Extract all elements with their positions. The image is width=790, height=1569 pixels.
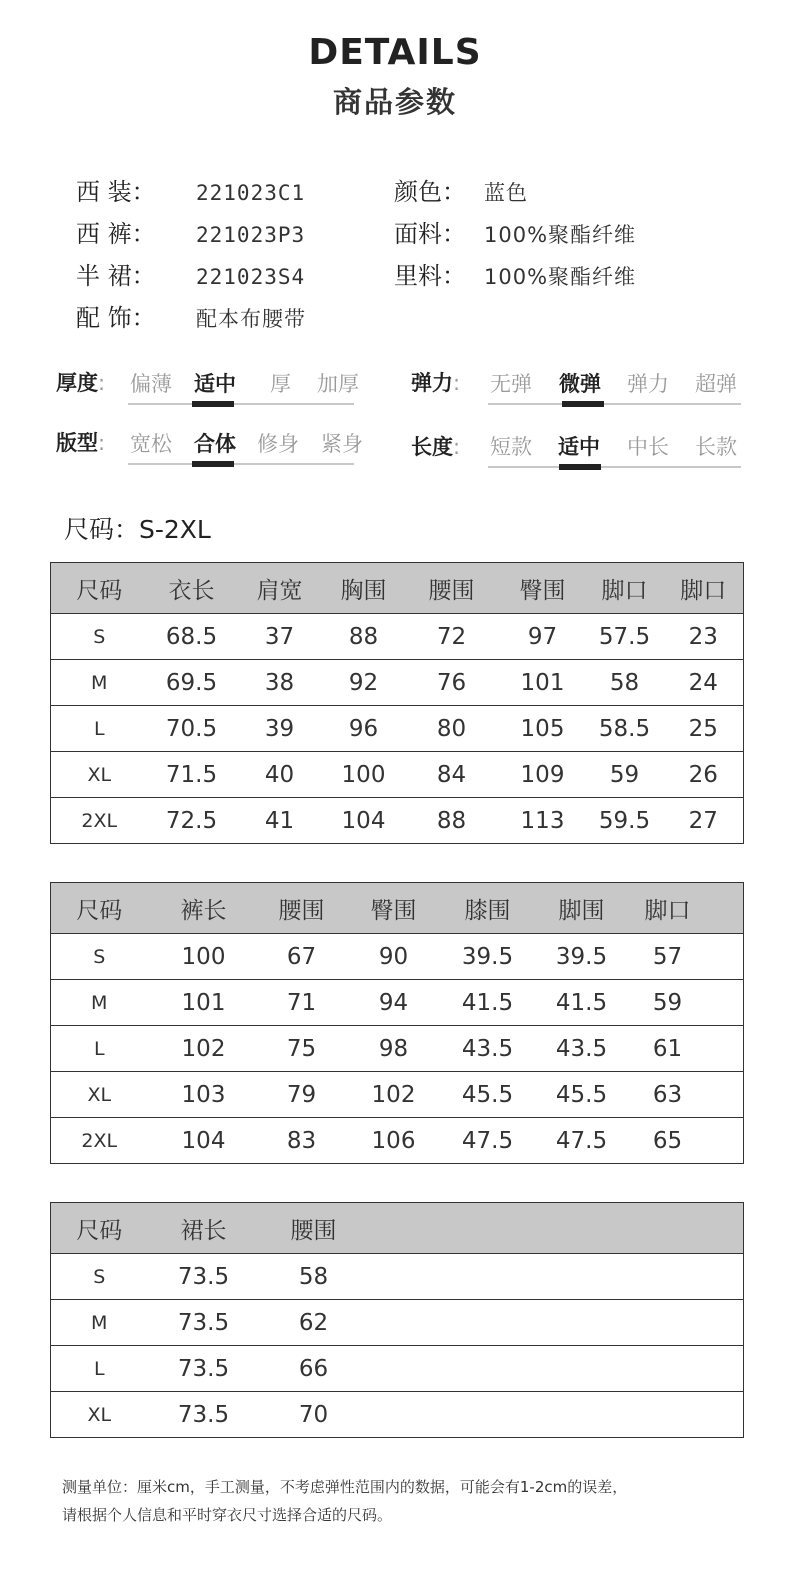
- table-cell: 97: [500, 614, 586, 660]
- table-cell: 47.5: [532, 1118, 632, 1164]
- scale-option: 加厚: [317, 372, 359, 396]
- scale-line: [488, 466, 741, 468]
- table-cell: 57.5: [586, 614, 664, 660]
- table-cell: 96: [324, 706, 404, 752]
- table-cell: 39.5: [532, 934, 632, 980]
- table-row: [51, 660, 744, 706]
- page-title-cn: 商品参数: [332, 85, 457, 119]
- table-cell: 88: [404, 798, 500, 844]
- table-cell: 41.5: [444, 980, 532, 1026]
- measurement-note-line1: 测量单位：厘米cm，手工测量，不考虑弹性范围内的数据，可能会有1-2cm的误差，: [62, 1478, 628, 1496]
- table-cell: [704, 1026, 744, 1072]
- header-cell: 膝围: [444, 883, 532, 934]
- table-cell: 24: [664, 660, 744, 706]
- info-value: 100%聚酯纤维: [484, 223, 637, 247]
- table-row: [51, 706, 744, 752]
- table-cell: 109: [500, 752, 586, 798]
- size-range: 尺码：S-2XL: [64, 515, 211, 544]
- table-cell: 27: [664, 798, 744, 844]
- elasticity-scale: [488, 368, 741, 408]
- info-pants: [76, 214, 305, 249]
- info-value: 蓝色: [484, 181, 528, 205]
- table-cell: 63: [632, 1072, 704, 1118]
- info-fabric: [394, 214, 636, 249]
- table-cell: 100: [148, 934, 260, 980]
- table-cell: M: [51, 980, 148, 1026]
- scale-option: 修身: [257, 432, 299, 456]
- info-value: 配本布腰带: [196, 307, 306, 331]
- table-cell: 101: [148, 980, 260, 1026]
- table-cell: 67: [260, 934, 344, 980]
- table-cell-empty: [368, 1300, 744, 1346]
- scale-marker: [192, 401, 234, 407]
- length-scale: [488, 431, 741, 471]
- table-cell: [704, 1072, 744, 1118]
- table-cell: 59: [632, 980, 704, 1026]
- info-label: 西 裤：: [76, 220, 156, 248]
- info-value: 221023P3: [196, 223, 306, 247]
- info-label: 配 饰：: [76, 304, 156, 332]
- header-cell: 裤长: [148, 883, 260, 934]
- info-label: 面料：: [394, 220, 466, 248]
- table-cell: 100: [324, 752, 404, 798]
- table-cell: 2XL: [51, 798, 148, 844]
- scale-option: 长款: [695, 435, 737, 459]
- table-cell: L: [51, 1026, 148, 1072]
- table-cell: M: [51, 1300, 148, 1346]
- scale-option-selected: 适中: [194, 372, 236, 396]
- header-cell: 脚口: [586, 563, 664, 614]
- table-cell: 45.5: [444, 1072, 532, 1118]
- header-cell: 脚口: [664, 563, 744, 614]
- table-row: [51, 934, 744, 980]
- scale-option: 弹力: [627, 372, 669, 396]
- table-cell: L: [51, 1346, 148, 1392]
- table-cell: 57: [632, 934, 704, 980]
- measurement-note-line2: 请根据个人信息和平时穿衣尺寸选择合适的尺码。: [62, 1506, 393, 1524]
- header-cell: 腰围: [404, 563, 500, 614]
- table-cell: 39.5: [444, 934, 532, 980]
- header-cell: 衣长: [148, 563, 236, 614]
- table-cell: 73.5: [148, 1254, 260, 1300]
- table-cell: 47.5: [444, 1118, 532, 1164]
- info-label: 半 裙：: [76, 262, 156, 290]
- scale-marker: [192, 461, 234, 467]
- table-cell: 23: [664, 614, 744, 660]
- table-cell: S: [51, 614, 148, 660]
- table-row: [51, 798, 744, 844]
- table-cell: 73.5: [148, 1346, 260, 1392]
- table-cell: 62: [260, 1300, 368, 1346]
- scale-line: [128, 463, 354, 465]
- table-cell: 90: [344, 934, 444, 980]
- table-cell: 79: [260, 1072, 344, 1118]
- table-cell: 71: [260, 980, 344, 1026]
- scale-option: 无弹: [490, 372, 532, 396]
- table-cell: 41: [236, 798, 324, 844]
- table-cell: 101: [500, 660, 586, 706]
- table-cell: 73.5: [148, 1392, 260, 1438]
- table-cell: 80: [404, 706, 500, 752]
- table-cell: 25: [664, 706, 744, 752]
- table-cell: 102: [148, 1026, 260, 1072]
- table-row: [51, 980, 744, 1026]
- table-cell: 65: [632, 1118, 704, 1164]
- scale-option: 中长: [627, 435, 669, 459]
- table-row: [51, 1072, 744, 1118]
- info-label: 西 装：: [76, 178, 156, 206]
- table-cell: 76: [404, 660, 500, 706]
- scale-option: 偏薄: [130, 372, 172, 396]
- table-cell: XL: [51, 1072, 148, 1118]
- table-cell: 45.5: [532, 1072, 632, 1118]
- table-cell: 43.5: [532, 1026, 632, 1072]
- header-cell: 腰围: [260, 1203, 368, 1254]
- scale-option: 紧身: [321, 432, 363, 456]
- skirt-size-table: [50, 1202, 744, 1438]
- table-cell: 61: [632, 1026, 704, 1072]
- info-accessory: [76, 298, 306, 333]
- table-cell: 98: [344, 1026, 444, 1072]
- table-cell: XL: [51, 1392, 148, 1438]
- table-cell: [704, 934, 744, 980]
- table-cell-empty: [368, 1346, 744, 1392]
- table-cell-empty: [368, 1392, 744, 1438]
- table-header-row: [51, 883, 744, 934]
- header-cell: 尺码: [51, 563, 148, 614]
- table-cell: M: [51, 660, 148, 706]
- table-cell: 58.5: [586, 706, 664, 752]
- table-cell: 84: [404, 752, 500, 798]
- table-cell: 72: [404, 614, 500, 660]
- table-header-row: [51, 563, 744, 614]
- info-lining: [394, 256, 636, 291]
- pants-size-table: [50, 882, 744, 1164]
- scale-marker: [559, 464, 601, 470]
- table-cell: 94: [344, 980, 444, 1026]
- suit-size-table: [50, 562, 744, 844]
- table-cell: 75: [260, 1026, 344, 1072]
- table-cell: [704, 1118, 744, 1164]
- fit-scale: [128, 428, 363, 468]
- table-cell: 105: [500, 706, 586, 752]
- table-cell: 113: [500, 798, 586, 844]
- table-cell: 37: [236, 614, 324, 660]
- header-cell: 尺码: [51, 883, 148, 934]
- table-row: [51, 1392, 744, 1438]
- table-cell: 102: [344, 1072, 444, 1118]
- table-row: [51, 1346, 744, 1392]
- table-cell: 58: [260, 1254, 368, 1300]
- fit-label: 版型:: [56, 431, 106, 455]
- info-skirt: [76, 256, 305, 291]
- scale-option: 宽松: [130, 432, 172, 456]
- length-label: 长度:: [411, 435, 461, 459]
- table-row: [51, 1118, 744, 1164]
- table-cell: L: [51, 706, 148, 752]
- table-cell: 88: [324, 614, 404, 660]
- scale-option: 短款: [490, 435, 532, 459]
- header-cell: 臀围: [500, 563, 586, 614]
- table-cell: 104: [324, 798, 404, 844]
- table-cell: 58: [586, 660, 664, 706]
- scale-option: 厚: [270, 372, 291, 396]
- scale-line: [128, 403, 354, 405]
- header-cell: 肩宽: [236, 563, 324, 614]
- scale-option-selected: 微弹: [559, 372, 601, 396]
- thickness-scale: [128, 368, 359, 408]
- scale-option: 超弹: [695, 372, 737, 396]
- table-header-row: [51, 1203, 744, 1254]
- elasticity-label: 弹力:: [411, 371, 461, 395]
- table-cell: 73.5: [148, 1300, 260, 1346]
- scale-marker: [562, 401, 604, 407]
- header-cell: [704, 883, 744, 934]
- page-title-en: DETAILS: [308, 32, 482, 73]
- table-cell: 92: [324, 660, 404, 706]
- info-value: 100%聚酯纤维: [484, 265, 637, 289]
- table-cell: XL: [51, 752, 148, 798]
- table-cell: 69.5: [148, 660, 236, 706]
- table-cell: 38: [236, 660, 324, 706]
- table-cell: 70: [260, 1392, 368, 1438]
- table-cell: 71.5: [148, 752, 236, 798]
- scale-option-selected: 合体: [194, 432, 236, 456]
- table-row: [51, 1254, 744, 1300]
- table-cell: 43.5: [444, 1026, 532, 1072]
- table-cell: 103: [148, 1072, 260, 1118]
- table-row: [51, 1300, 744, 1346]
- header-cell-empty: [368, 1203, 744, 1254]
- header-cell: 脚围: [532, 883, 632, 934]
- table-cell: 72.5: [148, 798, 236, 844]
- info-suit: [76, 172, 305, 207]
- table-cell: 59.5: [586, 798, 664, 844]
- header-cell: 腰围: [260, 883, 344, 934]
- table-cell: 83: [260, 1118, 344, 1164]
- info-value: 221023C1: [196, 181, 306, 205]
- table-cell: 26: [664, 752, 744, 798]
- table-cell: 70.5: [148, 706, 236, 752]
- header-cell: 臀围: [344, 883, 444, 934]
- info-value: 221023S4: [196, 265, 306, 289]
- table-cell: 59: [586, 752, 664, 798]
- table-cell: S: [51, 1254, 148, 1300]
- info-color: [394, 172, 528, 207]
- table-cell: 2XL: [51, 1118, 148, 1164]
- info-label: 里料：: [394, 262, 466, 290]
- table-cell: 39: [236, 706, 324, 752]
- header-cell: 尺码: [51, 1203, 148, 1254]
- table-cell: 66: [260, 1346, 368, 1392]
- header-cell: 胸围: [324, 563, 404, 614]
- table-cell-empty: [368, 1254, 744, 1300]
- table-cell: 41.5: [532, 980, 632, 1026]
- table-row: [51, 614, 744, 660]
- header-cell: 裙长: [148, 1203, 260, 1254]
- table-cell: 106: [344, 1118, 444, 1164]
- thickness-label: 厚度:: [56, 371, 106, 395]
- scale-line: [488, 403, 741, 405]
- table-cell: [704, 980, 744, 1026]
- table-row: [51, 1026, 744, 1072]
- info-label: 颜色：: [394, 178, 466, 206]
- table-cell: 40: [236, 752, 324, 798]
- table-cell: 104: [148, 1118, 260, 1164]
- header-cell: 脚口: [632, 883, 704, 934]
- table-cell: 68.5: [148, 614, 236, 660]
- scale-option-selected: 适中: [558, 435, 600, 459]
- table-cell: S: [51, 934, 148, 980]
- table-row: [51, 752, 744, 798]
